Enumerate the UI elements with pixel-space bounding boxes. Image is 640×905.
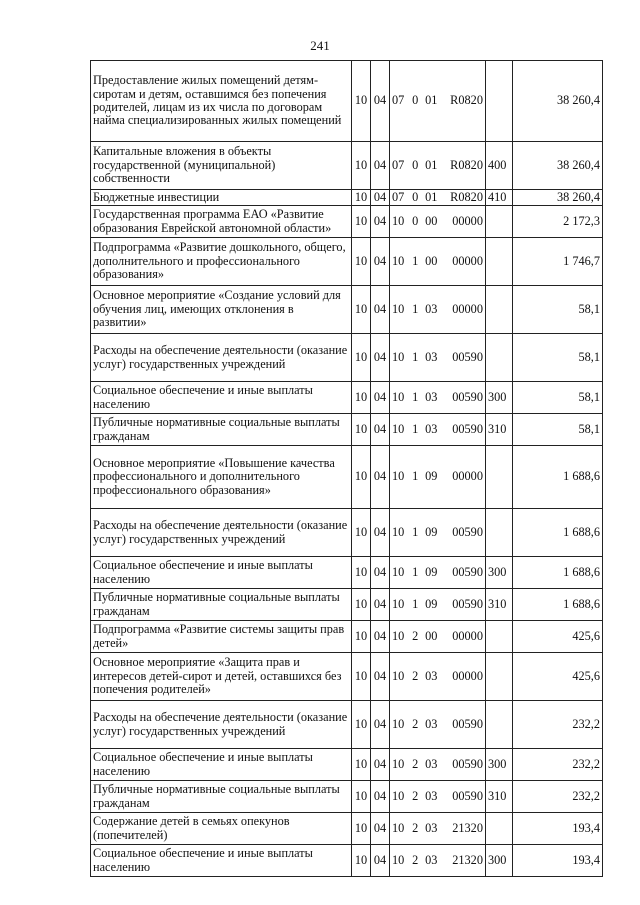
- table-row: [91, 653, 603, 701]
- row-subsection: 04: [371, 238, 390, 286]
- table-row: [91, 382, 603, 414]
- row-name: Публичные нормативные социальные выплаты гражданам: [91, 589, 352, 621]
- row-subsection: 04: [371, 653, 390, 701]
- budget-table-body: [91, 61, 603, 877]
- row-section: 10: [352, 382, 371, 414]
- table-row: [91, 286, 603, 334]
- row-expense-type: [486, 334, 513, 382]
- row-section: 10: [352, 589, 371, 621]
- row-direction-code: R0820: [450, 157, 483, 172]
- table-row: [91, 61, 603, 142]
- row-target-article: [390, 781, 486, 813]
- row-subprogram-code: 2: [412, 668, 419, 683]
- row-section: 10: [352, 238, 371, 286]
- row-activity-code: 09: [425, 524, 438, 539]
- row-name: Подпрограмма «Развитие дошкольного, общего, дополнительного и профессионального образования»: [91, 238, 352, 286]
- row-subprogram-code: 1: [412, 349, 419, 364]
- row-section: 10: [352, 61, 371, 142]
- row-amount: 232,2: [513, 701, 603, 749]
- table-row: [91, 589, 603, 621]
- row-target-article: [390, 557, 486, 589]
- row-expense-type: [486, 653, 513, 701]
- row-direction-code: 00590: [452, 756, 483, 771]
- row-amount: 38 260,4: [513, 142, 603, 190]
- row-program-code: 10: [392, 524, 405, 539]
- row-subprogram-code: 1: [412, 301, 419, 316]
- row-section: 10: [352, 701, 371, 749]
- row-program-code: 10: [392, 389, 405, 404]
- row-activity-code: 01: [425, 189, 438, 204]
- row-subprogram-code: 1: [412, 564, 419, 579]
- row-name: Социальное обеспечение и иные выплаты населению: [91, 382, 352, 414]
- row-direction-code: 00590: [452, 788, 483, 803]
- row-amount: 1 746,7: [513, 238, 603, 286]
- row-target-article: [390, 701, 486, 749]
- row-name: Бюджетные инвестиции: [91, 190, 352, 206]
- table-row: [91, 142, 603, 190]
- row-subsection: 04: [371, 621, 390, 653]
- row-subprogram-code: 0: [412, 93, 419, 108]
- row-subprogram-code: 2: [412, 628, 419, 643]
- row-subsection: 04: [371, 61, 390, 142]
- row-expense-type: 300: [486, 557, 513, 589]
- row-program-code: 10: [392, 628, 405, 643]
- row-direction-code: 00590: [452, 389, 483, 404]
- row-expense-type: [486, 286, 513, 334]
- row-section: 10: [352, 653, 371, 701]
- row-activity-code: 00: [425, 213, 438, 228]
- row-name: Подпрограмма «Развитие системы защиты прав детей»: [91, 621, 352, 653]
- row-subsection: 04: [371, 845, 390, 877]
- row-program-code: 10: [392, 716, 405, 731]
- row-program-code: 10: [392, 668, 405, 683]
- row-subprogram-code: 1: [412, 469, 419, 484]
- row-subprogram-code: 1: [412, 421, 419, 436]
- row-expense-type: 300: [486, 382, 513, 414]
- row-subsection: 04: [371, 382, 390, 414]
- row-section: 10: [352, 334, 371, 382]
- row-subsection: 04: [371, 334, 390, 382]
- page-number: 241: [310, 38, 330, 53]
- row-section: 10: [352, 190, 371, 206]
- row-target-article: [390, 749, 486, 781]
- row-subsection: 04: [371, 446, 390, 509]
- row-direction-code: 00000: [452, 668, 483, 683]
- row-name: Публичные нормативные социальные выплаты гражданам: [91, 414, 352, 446]
- row-program-code: 10: [392, 788, 405, 803]
- row-activity-code: 03: [425, 349, 438, 364]
- row-program-code: 10: [392, 253, 405, 268]
- row-subsection: 04: [371, 813, 390, 845]
- row-section: 10: [352, 286, 371, 334]
- row-target-article: [390, 621, 486, 653]
- row-program-code: 10: [392, 213, 405, 228]
- row-target-article: [390, 61, 486, 142]
- row-section: 10: [352, 557, 371, 589]
- row-subsection: 04: [371, 509, 390, 557]
- row-amount: 193,4: [513, 813, 603, 845]
- budget-table: [90, 60, 603, 877]
- row-program-code: 07: [392, 157, 405, 172]
- row-name: Предоставление жилых помещений детям-сиротам и детям, оставшимся без попечения родителей, лицам из их числа по договорам найма специализированных жилых помещений: [91, 61, 352, 142]
- row-section: 10: [352, 749, 371, 781]
- row-subsection: 04: [371, 749, 390, 781]
- row-expense-type: [486, 206, 513, 238]
- row-target-article: [390, 845, 486, 877]
- row-subsection: 04: [371, 206, 390, 238]
- row-program-code: 10: [392, 756, 405, 771]
- row-expense-type: [486, 238, 513, 286]
- row-activity-code: 00: [425, 253, 438, 268]
- row-subprogram-code: 0: [412, 189, 419, 204]
- row-section: 10: [352, 414, 371, 446]
- row-direction-code: 21320: [452, 820, 483, 835]
- row-subsection: 04: [371, 414, 390, 446]
- row-target-article: [390, 653, 486, 701]
- table-row: [91, 509, 603, 557]
- table-row: [91, 446, 603, 509]
- row-section: 10: [352, 621, 371, 653]
- row-direction-code: 00590: [452, 524, 483, 539]
- row-activity-code: 03: [425, 668, 438, 683]
- row-expense-type: [486, 509, 513, 557]
- row-subsection: 04: [371, 190, 390, 206]
- row-activity-code: 09: [425, 469, 438, 484]
- row-activity-code: 09: [425, 564, 438, 579]
- row-subprogram-code: 2: [412, 788, 419, 803]
- row-expense-type: [486, 813, 513, 845]
- row-name: Содержание детей в семьях опекунов (попечителей): [91, 813, 352, 845]
- row-direction-code: 00590: [452, 421, 483, 436]
- row-name: Расходы на обеспечение деятельности (оказание услуг) государственных учреждений: [91, 334, 352, 382]
- row-amount: 2 172,3: [513, 206, 603, 238]
- row-program-code: 10: [392, 852, 405, 867]
- row-expense-type: 310: [486, 414, 513, 446]
- row-subprogram-code: 2: [412, 852, 419, 867]
- row-amount: 425,6: [513, 653, 603, 701]
- row-expense-type: [486, 621, 513, 653]
- row-amount: 1 688,6: [513, 509, 603, 557]
- row-target-article: [390, 142, 486, 190]
- row-expense-type: [486, 701, 513, 749]
- table-row: [91, 845, 603, 877]
- row-section: 10: [352, 781, 371, 813]
- row-activity-code: 03: [425, 820, 438, 835]
- row-subprogram-code: 1: [412, 253, 419, 268]
- row-direction-code: 00000: [452, 253, 483, 268]
- table-row: [91, 238, 603, 286]
- row-subprogram-code: 1: [412, 389, 419, 404]
- row-activity-code: 03: [425, 716, 438, 731]
- row-direction-code: R0820: [450, 93, 483, 108]
- row-amount: 1 688,6: [513, 557, 603, 589]
- row-program-code: 07: [392, 189, 405, 204]
- row-direction-code: 00000: [452, 628, 483, 643]
- row-activity-code: 03: [425, 421, 438, 436]
- row-direction-code: 00000: [452, 213, 483, 228]
- row-amount: 58,1: [513, 414, 603, 446]
- row-direction-code: 00590: [452, 564, 483, 579]
- row-target-article: [390, 414, 486, 446]
- row-program-code: 10: [392, 421, 405, 436]
- row-expense-type: [486, 61, 513, 142]
- row-subprogram-code: 2: [412, 820, 419, 835]
- row-target-article: [390, 589, 486, 621]
- row-name: Государственная программа ЕАО «Развитие образования Еврейской автономной области»: [91, 206, 352, 238]
- row-activity-code: 01: [425, 93, 438, 108]
- row-name: Основное мероприятие «Повышение качества профессионального и дополнительного профессионального образования»: [91, 446, 352, 509]
- row-amount: 58,1: [513, 382, 603, 414]
- row-subprogram-code: 1: [412, 596, 419, 611]
- row-direction-code: 00000: [452, 469, 483, 484]
- row-section: 10: [352, 446, 371, 509]
- row-amount: 58,1: [513, 286, 603, 334]
- row-name: Капитальные вложения в объекты государственной (муниципальной) собственности: [91, 142, 352, 190]
- row-name: Публичные нормативные социальные выплаты гражданам: [91, 781, 352, 813]
- row-direction-code: R0820: [450, 189, 483, 204]
- row-subsection: 04: [371, 286, 390, 334]
- row-name: Социальное обеспечение и иные выплаты населению: [91, 845, 352, 877]
- row-subsection: 04: [371, 589, 390, 621]
- row-direction-code: 00590: [452, 716, 483, 731]
- row-subprogram-code: 2: [412, 716, 419, 731]
- row-target-article: [390, 238, 486, 286]
- row-subprogram-code: 2: [412, 756, 419, 771]
- row-expense-type: 400: [486, 142, 513, 190]
- row-program-code: 10: [392, 596, 405, 611]
- row-activity-code: 01: [425, 157, 438, 172]
- row-name: Расходы на обеспечение деятельности (оказание услуг) государственных учреждений: [91, 701, 352, 749]
- table-row: [91, 701, 603, 749]
- row-name: Социальное обеспечение и иные выплаты населению: [91, 749, 352, 781]
- row-expense-type: 410: [486, 190, 513, 206]
- row-section: 10: [352, 813, 371, 845]
- row-amount: 1 688,6: [513, 589, 603, 621]
- row-program-code: 07: [392, 93, 405, 108]
- row-expense-type: [486, 446, 513, 509]
- row-amount: 232,2: [513, 781, 603, 813]
- row-subsection: 04: [371, 142, 390, 190]
- row-subprogram-code: 0: [412, 213, 419, 228]
- row-section: 10: [352, 206, 371, 238]
- row-direction-code: 00590: [452, 596, 483, 611]
- row-program-code: 10: [392, 349, 405, 364]
- table-row: [91, 749, 603, 781]
- row-subsection: 04: [371, 701, 390, 749]
- row-amount: 38 260,4: [513, 190, 603, 206]
- row-activity-code: 03: [425, 852, 438, 867]
- row-activity-code: 00: [425, 628, 438, 643]
- row-activity-code: 03: [425, 389, 438, 404]
- table-row: [91, 813, 603, 845]
- row-expense-type: 300: [486, 749, 513, 781]
- row-target-article: [390, 334, 486, 382]
- row-name: Социальное обеспечение и иные выплаты населению: [91, 557, 352, 589]
- row-target-article: [390, 446, 486, 509]
- table-row: [91, 206, 603, 238]
- row-section: 10: [352, 142, 371, 190]
- row-program-code: 10: [392, 564, 405, 579]
- row-direction-code: 00000: [452, 301, 483, 316]
- row-target-article: [390, 206, 486, 238]
- row-direction-code: 00590: [452, 349, 483, 364]
- row-activity-code: 09: [425, 596, 438, 611]
- row-activity-code: 03: [425, 301, 438, 316]
- row-amount: 425,6: [513, 621, 603, 653]
- row-amount: 38 260,4: [513, 61, 603, 142]
- row-amount: 58,1: [513, 334, 603, 382]
- table-row: [91, 190, 603, 206]
- table-row: [91, 621, 603, 653]
- row-activity-code: 03: [425, 756, 438, 771]
- row-target-article: [390, 190, 486, 206]
- table-row: [91, 557, 603, 589]
- row-section: 10: [352, 509, 371, 557]
- row-name: Основное мероприятие «Защита прав и интересов детей-сирот и детей, оставшихся без попечения родителей»: [91, 653, 352, 701]
- row-target-article: [390, 382, 486, 414]
- row-direction-code: 21320: [452, 852, 483, 867]
- table-row: [91, 414, 603, 446]
- row-subsection: 04: [371, 781, 390, 813]
- row-target-article: [390, 813, 486, 845]
- row-expense-type: 300: [486, 845, 513, 877]
- table-row: [91, 334, 603, 382]
- row-program-code: 10: [392, 301, 405, 316]
- row-activity-code: 03: [425, 788, 438, 803]
- row-name: Основное мероприятие «Создание условий для обучения лиц, имеющих отклонения в развитии»: [91, 286, 352, 334]
- row-expense-type: 310: [486, 781, 513, 813]
- row-target-article: [390, 509, 486, 557]
- row-name: Расходы на обеспечение деятельности (оказание услуг) государственных учреждений: [91, 509, 352, 557]
- row-program-code: 10: [392, 820, 405, 835]
- table-row: [91, 781, 603, 813]
- row-subprogram-code: 1: [412, 524, 419, 539]
- row-program-code: 10: [392, 469, 405, 484]
- row-amount: 1 688,6: [513, 446, 603, 509]
- row-amount: 232,2: [513, 749, 603, 781]
- row-amount: 193,4: [513, 845, 603, 877]
- row-subprogram-code: 0: [412, 157, 419, 172]
- row-subsection: 04: [371, 557, 390, 589]
- row-expense-type: 310: [486, 589, 513, 621]
- row-section: 10: [352, 845, 371, 877]
- row-target-article: [390, 286, 486, 334]
